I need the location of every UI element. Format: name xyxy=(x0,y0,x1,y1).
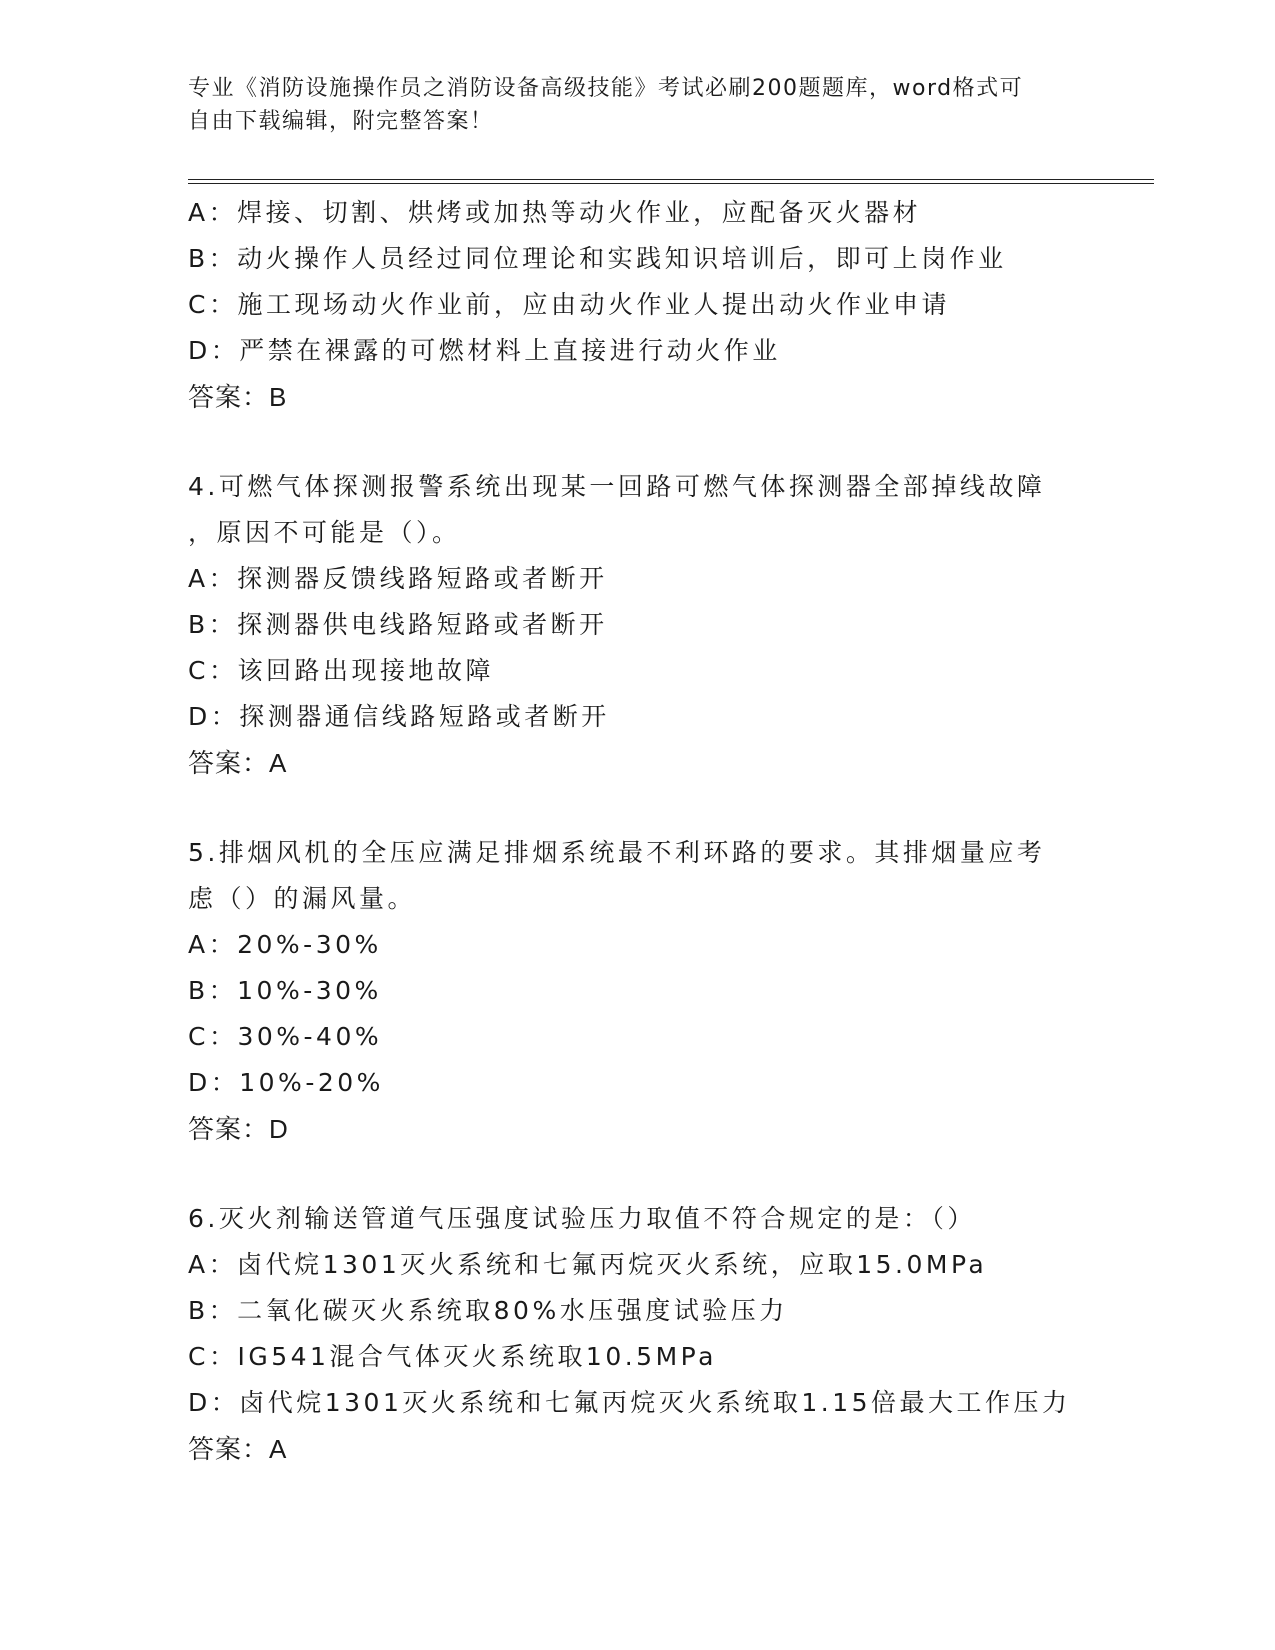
option-c: C：施工现场动火作业前，应由动火作业人提出动火作业申请 xyxy=(188,290,950,319)
question-stem: 4.可燃气体探测报警系统出现某一回路可燃气体探测器全部掉线故障 xyxy=(188,472,1046,501)
question-stem: 6.灭火剂输送管道气压强度试验压力取值不符合规定的是：（） xyxy=(188,1204,976,1233)
header-line-2: 自由下载编辑，附完整答案！ xyxy=(188,109,494,134)
header-rule-bottom xyxy=(188,183,1154,184)
spacer xyxy=(188,786,1148,830)
option-b: B：动火操作人员经过同位理论和实践知识培训后，即可上岗作业 xyxy=(188,244,1007,273)
question-stem-continued: 虑（）的漏风量。 xyxy=(188,884,417,913)
answer: 答案：D xyxy=(188,1114,289,1144)
option-a: A：20%-30% xyxy=(188,930,382,959)
question-6 xyxy=(188,1196,1148,1472)
document-header xyxy=(188,72,1088,138)
spacer xyxy=(188,1152,1148,1196)
option-c: C：该回路出现接地故障 xyxy=(188,656,494,685)
question-5 xyxy=(188,830,1148,1152)
question-4 xyxy=(188,464,1148,786)
answer: 答案：A xyxy=(188,1434,288,1464)
header-line-1: 专业《消防设施操作员之消防设备高级技能》考试必刷200题题库，word格式可 xyxy=(188,76,1024,101)
answer: 答案：A xyxy=(188,748,288,778)
option-d: D：探测器通信线路短路或者断开 xyxy=(188,702,610,731)
question-3 xyxy=(188,190,1148,420)
option-b: B：10%-30% xyxy=(188,976,382,1005)
option-a: A：卤代烷1301灭火系统和七氟丙烷灭火系统，应取15.0MPa xyxy=(188,1250,988,1279)
header-rule-top xyxy=(188,179,1154,180)
question-stem: 5.排烟风机的全压应满足排烟系统最不利环路的要求。其排烟量应考 xyxy=(188,838,1046,867)
option-c: C：30%-40% xyxy=(188,1022,383,1051)
question-stem-continued: ，原因不可能是（）。 xyxy=(188,518,461,547)
option-d: D：卤代烷1301灭火系统和七氟丙烷灭火系统取1.15倍最大工作压力 xyxy=(188,1388,1071,1417)
answer: 答案：B xyxy=(188,382,288,412)
option-a: A：探测器反馈线路短路或者断开 xyxy=(188,564,608,593)
spacer xyxy=(188,420,1148,464)
option-a: A：焊接、切割、烘烤或加热等动火作业，应配备灭火器材 xyxy=(188,198,922,227)
option-b: B：探测器供电线路短路或者断开 xyxy=(188,610,608,639)
option-c: C：IG541混合气体灭火系统取10.5MPa xyxy=(188,1342,717,1371)
option-d: D：严禁在裸露的可燃材料上直接进行动火作业 xyxy=(188,336,781,365)
option-b: B：二氧化碳灭火系统取80%水压强度试验压力 xyxy=(188,1296,788,1325)
question-list xyxy=(188,190,1148,1472)
option-d: D：10%-20% xyxy=(188,1068,384,1097)
